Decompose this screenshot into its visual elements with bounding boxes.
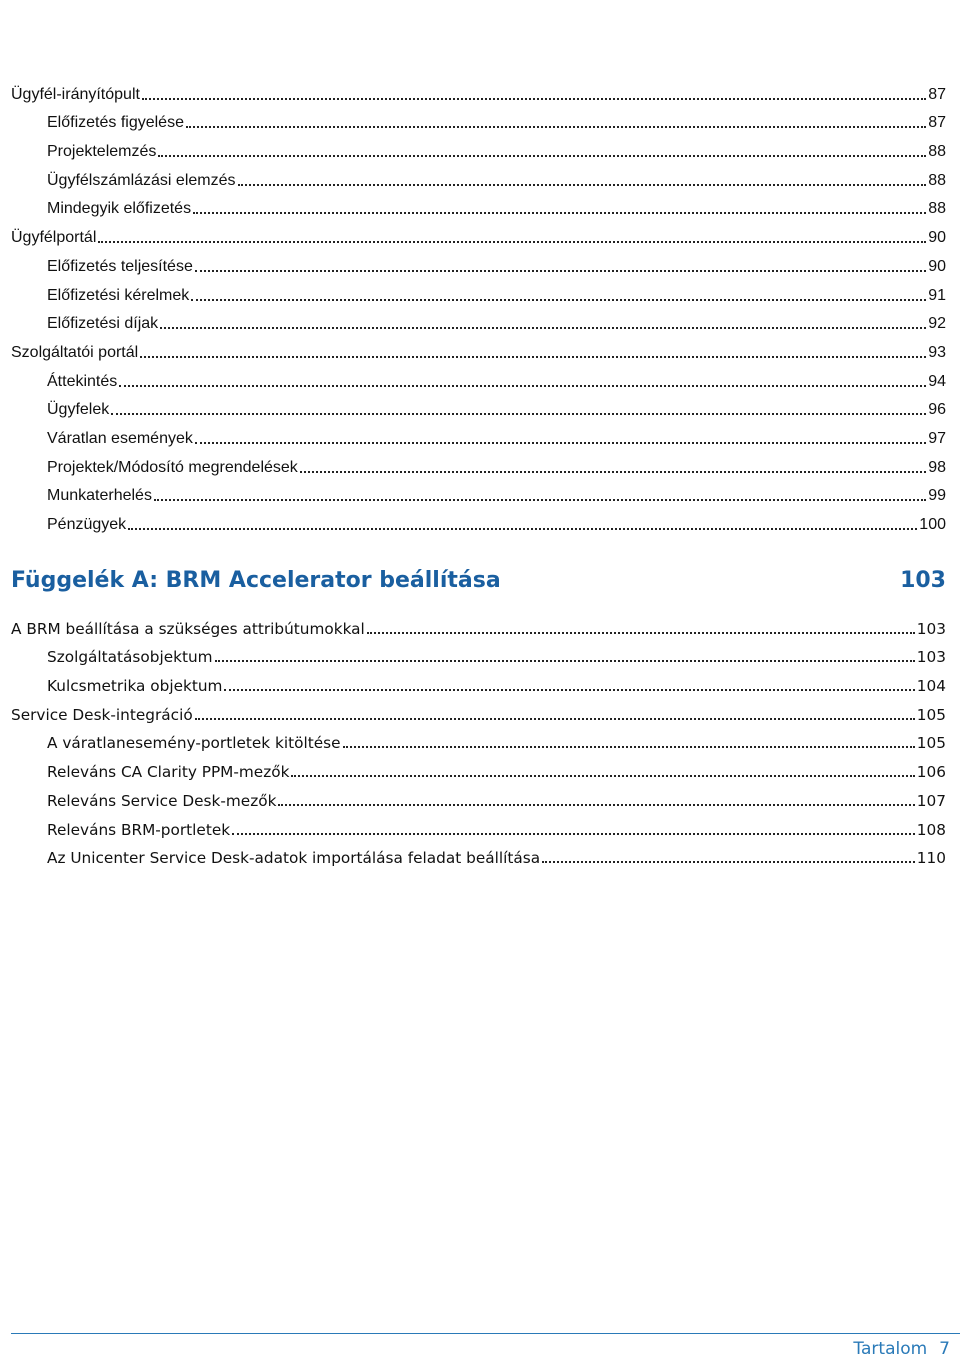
toc-entry[interactable] (11, 392, 946, 421)
toc-entry-title: Releváns Service Desk-mezők (47, 791, 277, 810)
toc-list-primary (11, 76, 946, 535)
toc-entry-title: Mindegyik előfizetés (47, 200, 192, 218)
toc-entry[interactable] (11, 162, 946, 191)
toc-entry[interactable] (11, 840, 946, 869)
toc-entry[interactable] (11, 782, 946, 811)
dot-leader (215, 660, 915, 662)
toc-entry[interactable] (11, 420, 946, 449)
toc-entry[interactable] (11, 334, 946, 363)
dot-leader (142, 98, 926, 100)
toc-entry-title: Az Unicenter Service Desk-adatok importálása feladat beállítása (47, 849, 541, 868)
dot-leader (542, 861, 915, 863)
toc-entry-title: Pénzügyek (47, 516, 127, 533)
toc-entry-page: 96 (928, 401, 946, 419)
toc-entry-title: Munkaterhelés (47, 487, 152, 505)
toc-entry-title: Projektelemzés (47, 143, 157, 161)
toc-entry-title: Ügyfél-irányítópult (11, 85, 140, 103)
dot-leader (119, 385, 926, 387)
toc-entry[interactable] (11, 277, 946, 306)
toc-entry-title: A BRM beállítása a szükséges attribútumokkal (11, 619, 365, 638)
toc-entry-page: 94 (928, 372, 946, 390)
toc-list-appendix (11, 610, 946, 868)
dot-leader (193, 212, 926, 214)
dot-leader (195, 442, 926, 444)
toc-entry-title: Projektek/Módosító megrendelések (47, 458, 298, 476)
toc-entry[interactable] (11, 191, 946, 220)
toc-entry[interactable] (11, 506, 946, 535)
toc-entry-page: 91 (928, 286, 946, 304)
toc-entry-page: 88 (928, 171, 946, 189)
toc-entry-title: Előfizetési kérelmek (47, 286, 190, 304)
toc-entry-title: Kulcsmetrika objektum (47, 677, 223, 696)
toc-entry-title: Ügyfélportál (11, 229, 97, 247)
toc-entry-page: 107 (916, 791, 946, 810)
toc-entry[interactable] (11, 133, 946, 162)
dot-leader (195, 718, 915, 720)
dot-leader (278, 804, 914, 806)
toc-entry-page: 87 (928, 114, 946, 132)
dot-leader (195, 270, 926, 272)
dot-leader (367, 632, 915, 634)
toc-entry-page: 98 (928, 458, 946, 476)
toc-entry-page: 103 (916, 648, 946, 667)
dot-leader (128, 528, 917, 530)
toc-entry[interactable] (11, 667, 946, 696)
footer-section-label: Tartalom (853, 1339, 928, 1359)
toc-entry[interactable] (11, 248, 946, 277)
toc-entry-page: 100 (919, 516, 946, 533)
dot-leader (158, 155, 926, 157)
toc-entry-title: Releváns BRM-portletek (47, 820, 231, 839)
dot-leader (191, 299, 926, 301)
toc-entry-page: 88 (928, 143, 946, 161)
dot-leader (291, 775, 914, 777)
toc-entry-page: 90 (928, 229, 946, 247)
toc-entry-page: 99 (928, 487, 946, 505)
toc-entry-page: 105 (916, 705, 946, 724)
toc-entry-title: Szolgáltatásobjektum (47, 648, 213, 667)
toc-entry[interactable] (11, 76, 946, 105)
dot-leader (300, 471, 926, 473)
toc-entry-page: 88 (928, 200, 946, 218)
toc-entry[interactable] (11, 725, 946, 754)
toc-entry[interactable] (11, 363, 946, 392)
dot-leader (154, 499, 926, 501)
toc-entry[interactable] (11, 753, 946, 782)
toc-entry[interactable] (11, 610, 946, 639)
toc-entry[interactable] (11, 306, 946, 335)
toc-entry-page: 104 (916, 677, 946, 696)
dot-leader (232, 833, 915, 835)
toc-entry[interactable] (11, 219, 946, 248)
toc-entry-page: 90 (928, 257, 946, 275)
dot-leader (343, 746, 915, 748)
footer-rule (11, 1333, 960, 1334)
footer-page-number: 7 (939, 1339, 950, 1359)
toc-entry-page: 93 (928, 343, 946, 361)
toc-entry-page: 108 (916, 820, 946, 839)
dot-leader (140, 356, 926, 358)
appendix-heading[interactable] (11, 566, 946, 596)
toc-entry[interactable] (11, 449, 946, 478)
toc-entry-title: Előfizetési díjak (47, 315, 159, 333)
toc-entry-title: Előfizetés teljesítése (47, 257, 193, 275)
toc-entry-page: 110 (916, 849, 946, 868)
dot-leader (111, 413, 926, 415)
page-footer (853, 1338, 950, 1360)
toc-entry-title: Service Desk-integráció (11, 705, 193, 724)
toc-entry-page: 106 (916, 763, 946, 782)
toc-entry-title: Releváns CA Clarity PPM-mezők (47, 763, 290, 782)
dot-leader (224, 689, 914, 691)
toc-entry-title: Ügyfelek (47, 401, 110, 419)
appendix-title: Függelék A: BRM Accelerator beállítása (11, 568, 501, 593)
toc-entry-page: 97 (928, 429, 946, 447)
toc-entry[interactable] (11, 105, 946, 134)
toc-entry[interactable] (11, 639, 946, 668)
toc-entry-title: Ügyfélszámlázási elemzés (47, 171, 236, 189)
toc-entry-title: Áttekintés (47, 372, 118, 390)
toc-entry-title: A váratlanesemény-portletek kitöltése (47, 734, 341, 753)
toc-entry-page: 87 (928, 85, 946, 103)
toc-entry-page: 92 (928, 315, 946, 333)
dot-leader (186, 126, 926, 128)
toc-entry[interactable] (11, 811, 946, 840)
toc-entry-title: Váratlan események (47, 429, 193, 447)
appendix-page-number: 103 (900, 568, 946, 593)
toc-entry-title: Szolgáltatói portál (11, 343, 139, 361)
toc-entry-page: 105 (916, 734, 946, 753)
dot-leader (238, 184, 927, 186)
dot-leader (98, 241, 926, 243)
toc-entry[interactable] (11, 478, 946, 507)
toc-entry-page: 103 (916, 619, 946, 638)
dot-leader (160, 327, 926, 329)
toc-entry-title: Előfizetés figyelése (47, 114, 184, 132)
toc-entry[interactable] (11, 696, 946, 725)
